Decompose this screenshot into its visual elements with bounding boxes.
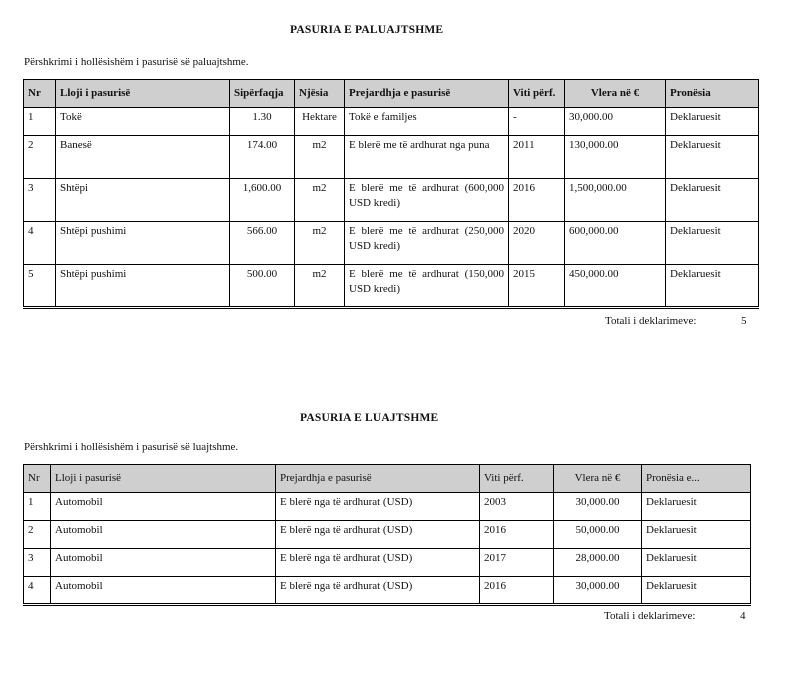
cell-nr: 4 [24,577,51,605]
cell-year: 2016 [480,521,554,549]
cell-value: 600,000.00 [565,222,666,265]
cell-unit: m2 [295,136,345,179]
total-label: Totali i deklarimeve: [604,610,696,622]
cell-origin: E blerë me të ardhurat (250,000 USD kredi) [345,222,509,265]
cell-value: 50,000.00 [554,521,642,549]
cell-ownership: Deklaruesit [666,222,759,265]
movable-table [23,464,751,606]
cell-value: 450,000.00 [565,265,666,308]
cell-nr: 2 [24,521,51,549]
cell-ownership: Deklaruesit [666,136,759,179]
immovable-title: PASURIA E PALUAJTSHME [290,24,444,36]
cell-type: Automobil [51,577,276,605]
cell-year: 2017 [480,549,554,577]
cell-nr: 3 [24,549,51,577]
cell-nr: 1 [24,108,56,136]
immovable-description: Përshkrimi i hollësishëm i pasurisë së paluajtshme. [24,56,249,68]
cell-area: 1,600.00 [230,179,295,222]
cell-nr: 5 [24,265,56,308]
movable-description: Përshkrimi i hollësishëm i pasurisë së luajtshme. [24,441,239,453]
cell-value: 1,500,000.00 [565,179,666,222]
cell-origin: Tokë e familjes [345,108,509,136]
cell-year: 2015 [509,265,565,308]
cell-origin: E blerë me të ardhurat (600,000 USD kredi) [345,179,509,222]
table-row [24,493,751,521]
cell-origin: E blerë nga të ardhurat (USD) [276,521,480,549]
cell-area: 1.30 [230,108,295,136]
cell-origin: E blerë nga të ardhurat (USD) [276,493,480,521]
cell-area: 566.00 [230,222,295,265]
cell-nr: 4 [24,222,56,265]
cell-origin: E blerë me të ardhurat (150,000 USD kredi) [345,265,509,308]
table-row [24,136,759,179]
col-header-origin: Prejardhja e pasurisë [345,80,509,108]
cell-value: 30,000.00 [554,577,642,605]
cell-type: Automobil [51,521,276,549]
cell-ownership: Deklaruesit [666,179,759,222]
col-header-value: Vlera në € [565,80,666,108]
cell-year: 2016 [509,179,565,222]
cell-unit: Hektare [295,108,345,136]
cell-area: 500.00 [230,265,295,308]
immovable-table [23,79,759,309]
cell-nr: 2 [24,136,56,179]
table-row [24,549,751,577]
cell-ownership: Deklaruesit [642,549,751,577]
cell-type: Shtëpi pushimi [56,265,230,308]
cell-origin: E blerë nga të ardhurat (USD) [276,577,480,605]
movable-title: PASURIA E LUAJTSHME [300,412,439,424]
cell-year: 2011 [509,136,565,179]
cell-ownership: Deklaruesit [642,493,751,521]
cell-year: 2020 [509,222,565,265]
table-row [24,222,759,265]
cell-area: 174.00 [230,136,295,179]
table-row [24,179,759,222]
cell-year: - [509,108,565,136]
cell-origin: E blerë me të ardhurat nga puna [345,136,509,179]
total-value: 4 [740,610,746,622]
col-header-origin: Prejardhja e pasurisë [276,465,480,493]
total-label: Totali i deklarimeve: [605,315,697,327]
cell-ownership: Deklaruesit [666,108,759,136]
cell-value: 30,000.00 [565,108,666,136]
cell-ownership: Deklaruesit [642,577,751,605]
cell-type: Shtëpi pushimi [56,222,230,265]
col-header-nr: Nr [24,465,51,493]
movable-header-row [24,465,751,493]
col-header-nr: Nr [24,80,56,108]
col-header-type: Lloji i pasurisë [56,80,230,108]
col-header-year: Viti përf. [509,80,565,108]
cell-nr: 1 [24,493,51,521]
cell-unit: m2 [295,265,345,308]
movable-total [604,610,754,622]
cell-value: 28,000.00 [554,549,642,577]
total-value: 5 [741,315,747,327]
cell-origin: E blerë nga të ardhurat (USD) [276,549,480,577]
immovable-header-row [24,80,759,108]
col-header-ownership: Pronësia e... [642,465,751,493]
cell-ownership: Deklaruesit [666,265,759,308]
cell-unit: m2 [295,179,345,222]
table-row [24,108,759,136]
cell-type: Automobil [51,493,276,521]
cell-value: 30,000.00 [554,493,642,521]
immovable-total [605,315,755,327]
cell-unit: m2 [295,222,345,265]
col-header-type: Lloji i pasurisë [51,465,276,493]
cell-ownership: Deklaruesit [642,521,751,549]
cell-value: 130,000.00 [565,136,666,179]
cell-nr: 3 [24,179,56,222]
cell-year: 2016 [480,577,554,605]
cell-type: Shtëpi [56,179,230,222]
table-row [24,577,751,605]
table-row [24,265,759,308]
cell-type: Banesë [56,136,230,179]
table-row [24,521,751,549]
col-header-value: Vlera në € [554,465,642,493]
col-header-ownership: Pronësia [666,80,759,108]
cell-year: 2003 [480,493,554,521]
col-header-area: Sipërfaqja [230,80,295,108]
col-header-unit: Njësia [295,80,345,108]
cell-type: Tokë [56,108,230,136]
col-header-year: Viti përf. [480,465,554,493]
cell-type: Automobil [51,549,276,577]
